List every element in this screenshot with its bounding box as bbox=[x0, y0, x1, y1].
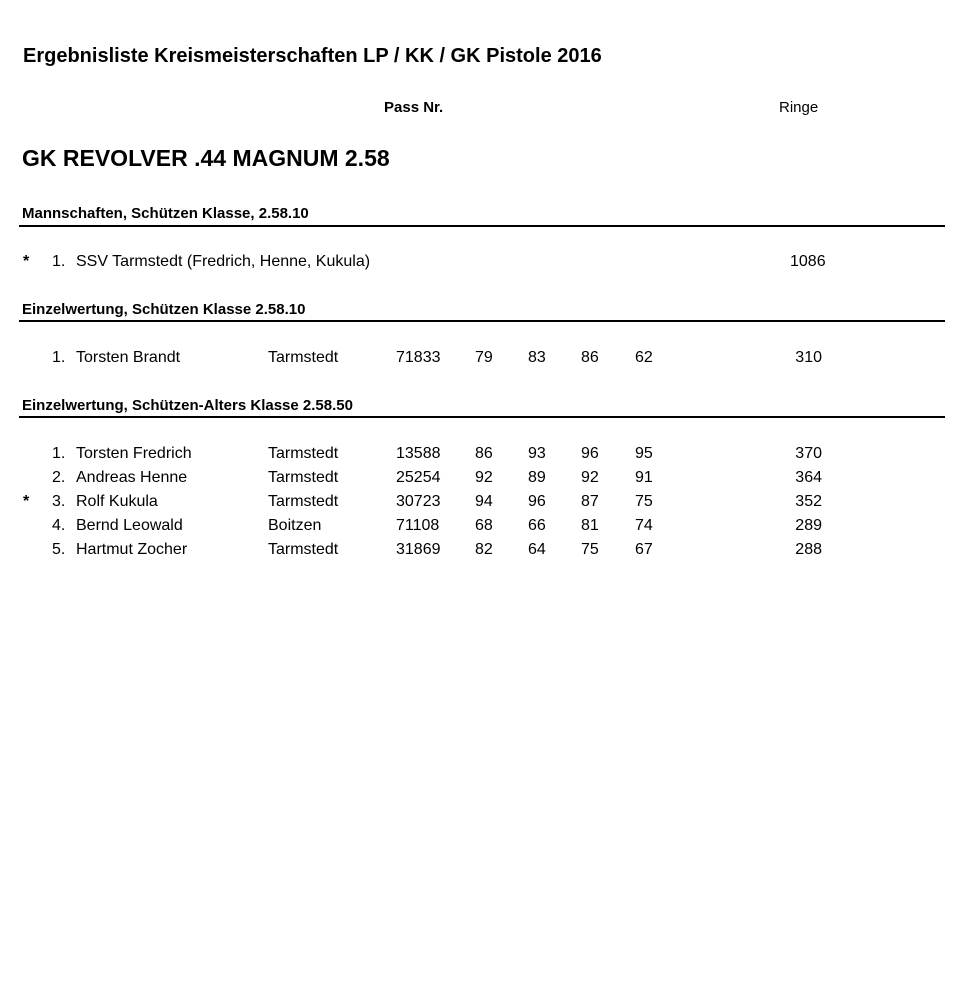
series-4: 91 bbox=[635, 469, 653, 486]
series-3: 92 bbox=[581, 469, 599, 486]
club: Boitzen bbox=[268, 517, 322, 534]
result-row bbox=[0, 349, 973, 371]
shooter-name: Bernd Leowald bbox=[76, 517, 183, 534]
series-2: 89 bbox=[528, 469, 546, 486]
club: Tarmstedt bbox=[268, 493, 339, 510]
series-2: 93 bbox=[528, 445, 546, 462]
club: Tarmstedt bbox=[268, 349, 339, 366]
series-1: 79 bbox=[475, 349, 493, 366]
header-pass-number: Pass Nr. bbox=[384, 99, 444, 116]
qualification-mark: * bbox=[23, 253, 30, 270]
pass-number: 71108 bbox=[396, 517, 440, 534]
series-3: 86 bbox=[581, 349, 599, 366]
discipline-title: GK REVOLVER .44 MAGNUM 2.58 bbox=[22, 145, 390, 171]
pass-number: 71833 bbox=[396, 349, 441, 366]
series-3: 87 bbox=[581, 493, 599, 510]
pass-number: 31869 bbox=[396, 541, 441, 558]
shooter-name: Rolf Kukula bbox=[76, 493, 158, 510]
team-result-row bbox=[0, 253, 973, 275]
series-1: 94 bbox=[475, 493, 493, 510]
pass-number: 13588 bbox=[396, 445, 441, 462]
series-3: 75 bbox=[581, 541, 599, 558]
qualification-mark: * bbox=[23, 493, 30, 510]
series-1: 86 bbox=[475, 445, 493, 462]
series-4: 62 bbox=[635, 349, 653, 366]
series-4: 75 bbox=[635, 493, 653, 510]
result-row bbox=[0, 469, 973, 491]
total-rings: 310 bbox=[795, 349, 822, 366]
total-rings: 1086 bbox=[790, 253, 826, 270]
rank: 4. bbox=[52, 517, 66, 534]
result-row bbox=[0, 517, 973, 539]
document-title: Ergebnisliste Kreismeisterschaften LP / KK / GK Pistole 2016 bbox=[23, 45, 602, 67]
series-1: 82 bbox=[475, 541, 493, 558]
section-divider bbox=[19, 225, 945, 227]
result-row bbox=[0, 493, 973, 515]
total-rings: 370 bbox=[795, 445, 822, 462]
result-row bbox=[0, 541, 973, 563]
rank: 2. bbox=[52, 469, 66, 486]
series-4: 95 bbox=[635, 445, 653, 462]
rank: 1. bbox=[52, 445, 66, 462]
shooter-name: Torsten Brandt bbox=[76, 349, 181, 366]
rank: 3. bbox=[52, 493, 66, 510]
section-title-team: Mannschaften, Schützen Klasse, 2.58.10 bbox=[22, 205, 309, 222]
shooter-name: Torsten Fredrich bbox=[76, 445, 192, 462]
section-title-individual-schuetzen: Einzelwertung, Schützen Klasse 2.58.10 bbox=[22, 301, 306, 318]
series-1: 92 bbox=[475, 469, 493, 486]
club: Tarmstedt bbox=[268, 469, 339, 486]
series-3: 96 bbox=[581, 445, 599, 462]
series-3: 81 bbox=[581, 517, 599, 534]
club: Tarmstedt bbox=[268, 445, 339, 462]
header-ringe: Ringe bbox=[779, 99, 819, 116]
series-4: 74 bbox=[635, 517, 653, 534]
rank: 5. bbox=[52, 541, 66, 558]
shooter-name: Andreas Henne bbox=[76, 469, 188, 486]
section-divider bbox=[19, 320, 945, 322]
series-2: 66 bbox=[528, 517, 546, 534]
pass-number: 25254 bbox=[396, 469, 441, 486]
result-row bbox=[0, 445, 973, 467]
rank: 1. bbox=[52, 253, 66, 270]
series-4: 67 bbox=[635, 541, 653, 558]
team-name: SSV Tarmstedt (Fredrich, Henne, Kukula) bbox=[76, 253, 371, 270]
section-divider bbox=[19, 416, 945, 418]
total-rings: 364 bbox=[795, 469, 822, 486]
series-2: 64 bbox=[528, 541, 546, 558]
section-title-individual-alters: Einzelwertung, Schützen-Alters Klasse 2.58.50 bbox=[22, 397, 353, 414]
series-1: 68 bbox=[475, 517, 493, 534]
series-2: 83 bbox=[528, 349, 546, 366]
pass-number: 30723 bbox=[396, 493, 441, 510]
shooter-name: Hartmut Zocher bbox=[76, 541, 188, 558]
club: Tarmstedt bbox=[268, 541, 339, 558]
total-rings: 289 bbox=[795, 517, 822, 534]
rank: 1. bbox=[52, 349, 66, 366]
series-2: 96 bbox=[528, 493, 546, 510]
total-rings: 352 bbox=[795, 493, 822, 510]
total-rings: 288 bbox=[795, 541, 822, 558]
